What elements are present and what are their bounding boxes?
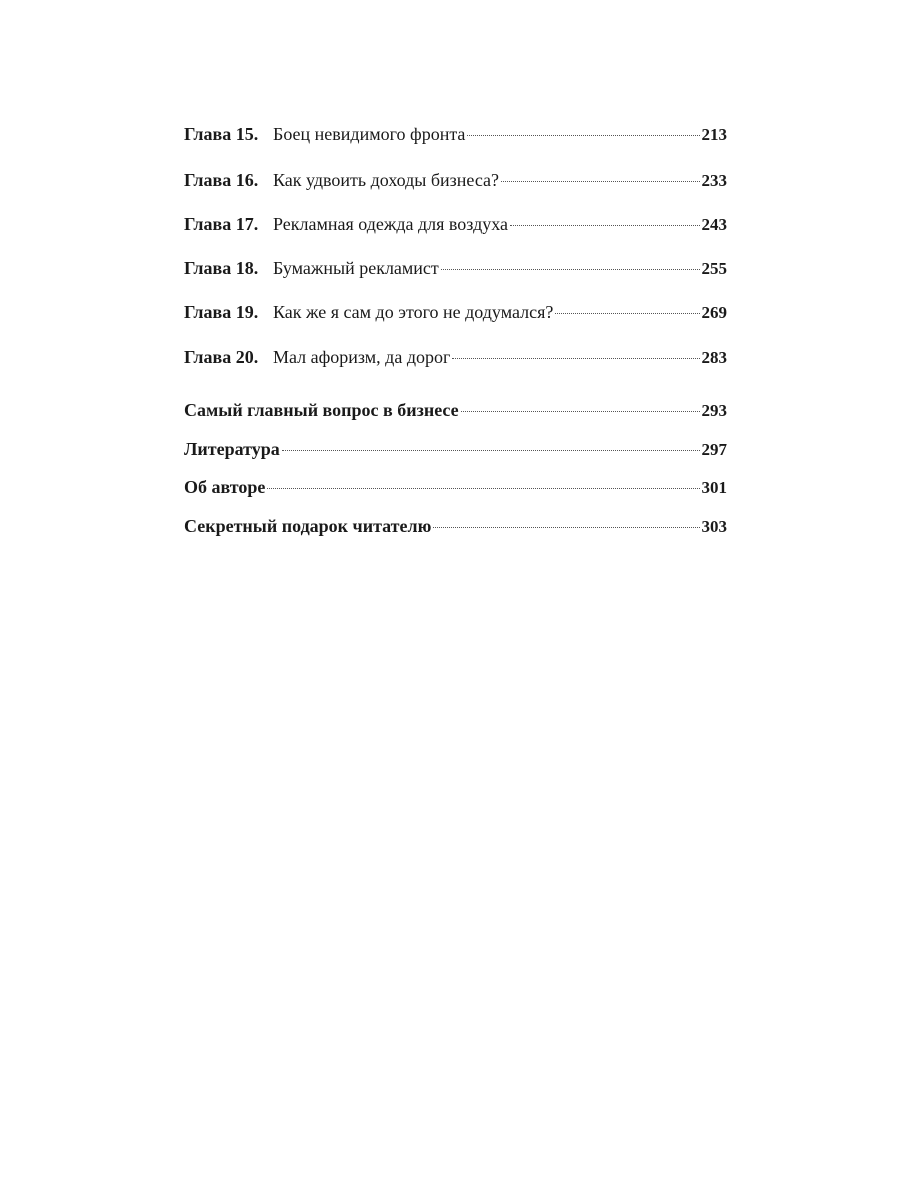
chapter-label: Глава 18. bbox=[184, 258, 259, 278]
chapter-title: Мал афоризм, да дорог bbox=[273, 347, 451, 367]
dot-leader bbox=[282, 450, 700, 451]
section-title: Об авторе bbox=[184, 477, 266, 497]
page-number: 255 bbox=[701, 259, 727, 278]
chapter-title: Как же я сам до этого не додумался? bbox=[273, 302, 554, 322]
section-title: Самый главный вопрос в бизнесе bbox=[184, 400, 459, 420]
section-title: Секретный подарок читателю bbox=[184, 516, 432, 536]
section-title: Литература bbox=[184, 439, 280, 459]
chapter-label: Глава 15. bbox=[184, 124, 259, 144]
chapter-title: Рекламная одежда для воздуха bbox=[273, 214, 508, 234]
chapter-title: Как удвоить доходы бизнеса? bbox=[273, 170, 500, 190]
dot-leader bbox=[267, 488, 699, 489]
page-number: 297 bbox=[701, 440, 727, 459]
dot-leader bbox=[467, 135, 699, 136]
page-number: 213 bbox=[701, 125, 727, 144]
toc-entry-secret-gift[interactable] bbox=[184, 514, 727, 538]
dot-leader bbox=[461, 411, 700, 412]
chapter-title: Бумажный рекламист bbox=[273, 258, 439, 278]
toc-entry-chapter-15[interactable] bbox=[184, 122, 727, 146]
chapter-label: Глава 17. bbox=[184, 214, 259, 234]
chapter-title: Боец невидимого фронта bbox=[273, 124, 466, 144]
toc-entry-literature[interactable] bbox=[184, 437, 727, 461]
chapter-label: Глава 19. bbox=[184, 302, 259, 322]
toc-entry-main-question[interactable] bbox=[184, 398, 727, 422]
toc-entry-chapter-16[interactable] bbox=[184, 168, 727, 192]
toc-entry-about-author[interactable] bbox=[184, 475, 727, 499]
toc-entry-chapter-19[interactable] bbox=[184, 300, 727, 324]
chapter-label: Глава 16. bbox=[184, 170, 259, 190]
chapter-label: Глава 20. bbox=[184, 347, 259, 367]
page-number: 233 bbox=[701, 171, 727, 190]
toc-entry-chapter-17[interactable] bbox=[184, 212, 727, 236]
dot-leader bbox=[433, 527, 699, 528]
dot-leader bbox=[555, 313, 699, 314]
page-number: 243 bbox=[701, 215, 727, 234]
page-number: 303 bbox=[701, 517, 727, 536]
dot-leader bbox=[452, 358, 699, 359]
page-number: 283 bbox=[701, 348, 727, 367]
dot-leader bbox=[441, 269, 700, 270]
toc-entry-chapter-20[interactable] bbox=[184, 345, 727, 369]
dot-leader bbox=[501, 181, 699, 182]
dot-leader bbox=[510, 225, 700, 226]
page-number: 293 bbox=[701, 401, 727, 420]
page-number: 301 bbox=[701, 478, 727, 497]
toc-entry-chapter-18[interactable] bbox=[184, 256, 727, 280]
page-number: 269 bbox=[701, 303, 727, 322]
